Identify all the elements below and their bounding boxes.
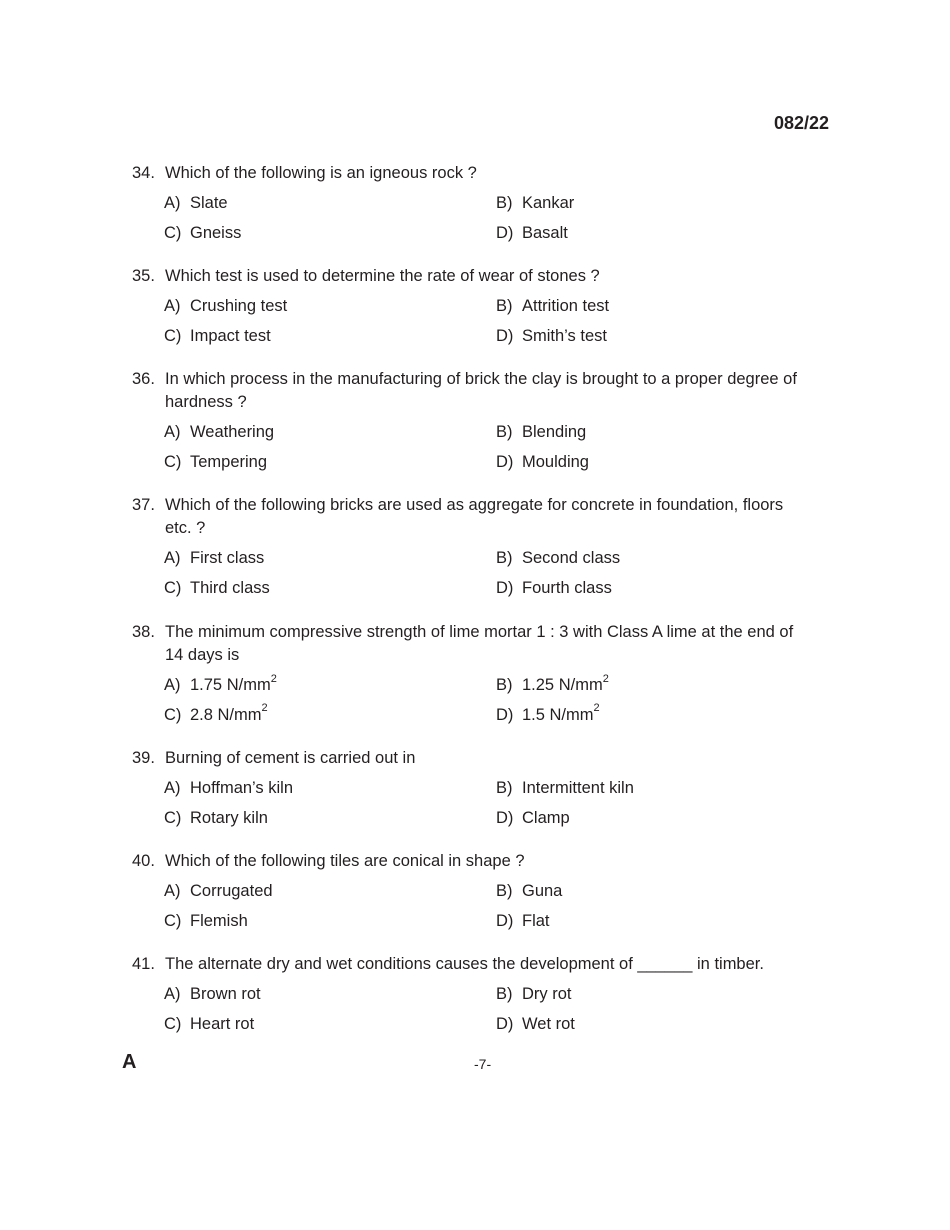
option-b: B) Dry rot	[496, 985, 572, 1003]
option-b: B) Second class	[496, 549, 621, 567]
option-b: B) Kankar	[496, 194, 575, 212]
question-text: Which of the following tiles are conical in shape ?	[165, 852, 525, 870]
option-c: C) Gneiss	[164, 223, 242, 242]
option-d: D) Clamp	[496, 808, 570, 827]
question-number: 38.	[132, 623, 155, 641]
paper-code: 082/22	[773, 113, 829, 133]
question-41	[132, 953, 812, 1036]
question-text: In which process in the manufacturing of brick the clay is brought to a proper degree of hardness ?	[165, 370, 797, 411]
option-d: D) Flat	[496, 911, 550, 930]
option-d: D) Moulding	[496, 452, 589, 471]
option-c: C) Heart rot	[164, 1014, 255, 1033]
option-c: C) Impact test	[164, 326, 271, 345]
question-36	[132, 368, 812, 474]
option-b: B) Blending	[496, 423, 587, 441]
option-c: C) Tempering	[164, 452, 268, 471]
option-a: A) 1.75 $N/mm^2$	[164, 672, 277, 694]
question-35	[132, 265, 812, 348]
option-d: D) Smith’s test	[496, 326, 607, 345]
option-c: C) Rotary kiln	[164, 808, 268, 827]
option-b: B) Intermittent kiln	[496, 779, 634, 797]
page-number: -7-	[474, 1056, 492, 1072]
option-a: A) Crushing test	[164, 297, 288, 315]
question-number: 40.	[132, 852, 155, 870]
option-d: D) 1.5 $N/mm^2$	[496, 702, 600, 724]
option-a: A) Slate	[164, 194, 228, 212]
question-number: 37.	[132, 496, 155, 514]
question-number: 39.	[132, 749, 155, 767]
question-number: 36.	[132, 370, 155, 388]
question-number: 34.	[132, 164, 155, 182]
set-code: A	[122, 1051, 137, 1073]
option-a: A) First class	[164, 549, 265, 567]
option-c: C) Third class	[164, 578, 270, 597]
option-b: B) 1.25 $N/mm^2$	[496, 672, 609, 694]
option-d: D) Fourth class	[496, 578, 612, 597]
option-c: C) 2.8 $N/mm^2$	[164, 702, 268, 724]
question-text: The alternate dry and wet conditions causes the development of ______ in timber.	[165, 955, 764, 973]
question-text: Burning of cement is carried out in	[165, 749, 416, 767]
option-c: C) Flemish	[164, 911, 248, 930]
question-37	[132, 494, 812, 600]
question-text: The minimum compressive strength of lime mortar 1 : 3 with Class A lime at the end of 14 days is	[165, 623, 794, 664]
question-text: Which of the following bricks are used as aggregate for concrete in foundation, floors etc. ?	[165, 496, 784, 537]
option-d: D) Wet rot	[496, 1014, 575, 1033]
option-d: D) Basalt	[496, 223, 568, 242]
question-38	[132, 621, 812, 727]
option-a: A) Brown rot	[164, 985, 261, 1003]
option-b: B) Attrition test	[496, 297, 610, 315]
option-a: A) Hoffman’s kiln	[164, 779, 294, 797]
question-number: 41.	[132, 955, 155, 973]
option-a: A) Corrugated	[164, 882, 273, 900]
option-b: B) Guna	[496, 882, 563, 900]
option-a: A) Weathering	[164, 423, 275, 441]
question-39	[132, 747, 812, 830]
question-text: Which of the following is an igneous rock ?	[165, 164, 477, 182]
question-40	[132, 850, 812, 933]
question-text: Which test is used to determine the rate of wear of stones ?	[165, 267, 600, 285]
question-number: 35.	[132, 267, 155, 285]
question-34	[132, 162, 812, 245]
